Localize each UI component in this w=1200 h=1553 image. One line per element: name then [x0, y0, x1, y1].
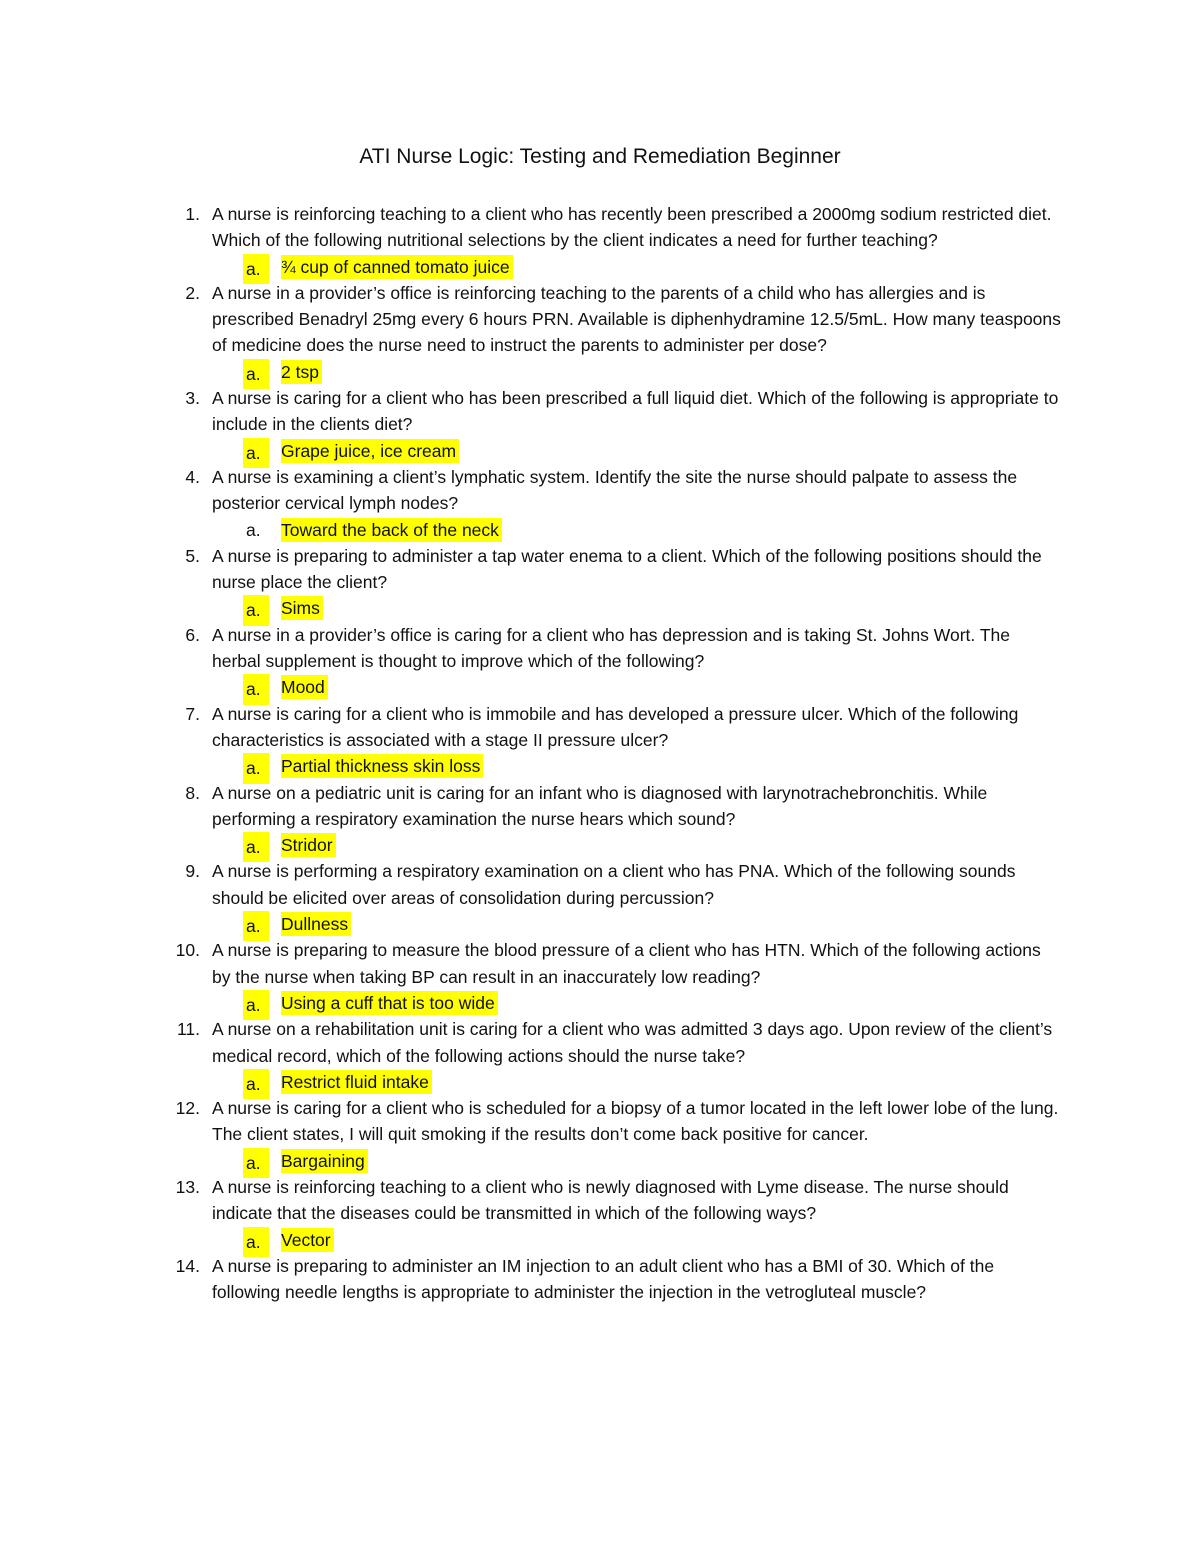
- answer-letter: a.: [243, 911, 269, 941]
- question-text: A nurse is reinforcing teaching to a client who has recently been prescribed a 2000mg sodium restricted diet. Which of the following nutritional selections by the client indicates a need for further teaching?: [212, 204, 1052, 251]
- question-list: [0, 201, 1200, 1305]
- answer-item: [0, 595, 1200, 621]
- answer-letter: a.: [243, 753, 269, 783]
- answer-item: [0, 517, 1200, 543]
- highlighted-answer: Dullness: [281, 912, 351, 936]
- highlighted-answer: 2 tsp: [281, 360, 322, 384]
- answer-item: [0, 254, 1200, 280]
- question-text: A nurse is reinforcing teaching to a client who is newly diagnosed with Lyme disease. The nurse should indicate that the diseases could be transmitted in which of the following ways?: [212, 1176, 1009, 1224]
- answer-letter: a.: [243, 254, 269, 284]
- highlighted-answer: Restrict fluid intake: [281, 1070, 432, 1094]
- answer-item: [0, 1227, 1200, 1253]
- answer-letter: a.: [243, 990, 269, 1020]
- highlighted-answer: Partial thickness skin loss: [281, 754, 483, 778]
- answer-letter: a.: [243, 359, 269, 389]
- question-item: [0, 543, 1062, 596]
- question-item: [0, 201, 1062, 254]
- question-text: A nurse is performing a respiratory examination on a client who has PNA. Which of the following sounds should be elicited over areas of consolidation during percussion?: [212, 861, 1016, 908]
- question-text: A nurse is preparing to measure the blood pressure of a client who has HTN. Which of the following actions by the nurse when taking BP can result in an inaccurately low reading?: [212, 940, 1041, 987]
- highlighted-answer: Mood: [281, 675, 328, 699]
- answer-letter: a.: [243, 1069, 269, 1099]
- question-text: A nurse is preparing to administer an IM injection to an adult client who has a BMI of 30. Which of the following needle lengths is appropriate to administer the injection in the vetrogluteal muscle?: [212, 1255, 995, 1303]
- answer-item: [0, 753, 1200, 779]
- question-number: 4.: [185, 466, 200, 487]
- answer-item: [0, 911, 1200, 937]
- answer-letter: a.: [243, 1227, 269, 1257]
- question-number: 9.: [185, 861, 200, 882]
- answer-item: [0, 674, 1200, 700]
- question-number: 10.: [175, 940, 200, 961]
- question-text: A nurse on a rehabilitation unit is caring for a client who was admitted 3 days ago. Upon review of the client’s medical record, which of the following actions should the nurse take?: [212, 1019, 1053, 1066]
- question-item: [0, 1095, 1062, 1148]
- answer-letter: a.: [246, 519, 261, 540]
- question-item: [0, 622, 1062, 675]
- highlighted-answer: ¾ cup of canned tomato juice: [281, 255, 513, 279]
- question-item: [0, 937, 1062, 990]
- answer-letter: a.: [243, 438, 269, 468]
- highlighted-answer: Grape juice, ice cream: [281, 439, 459, 463]
- highlighted-answer: Using a cuff that is too wide: [281, 991, 498, 1015]
- question-number: 3.: [185, 388, 200, 409]
- question-text: A nurse is caring for a client who has been prescribed a full liquid diet. Which of the following is appropriate to include in the clients diet?: [212, 388, 1059, 435]
- answer-item: [0, 832, 1200, 858]
- question-number: 12.: [175, 1098, 200, 1119]
- question-item: [0, 1174, 1062, 1227]
- answer-letter: a.: [243, 1148, 269, 1178]
- answer-letter: a.: [243, 674, 269, 704]
- question-text: A nurse is caring for a client who is scheduled for a biopsy of a tumor located in the left lower lobe of the lung. The client states, I will quit smoking if the results don’t come back positive for cancer.: [212, 1098, 1059, 1145]
- question-item: [0, 858, 1062, 911]
- answer-letter: a.: [243, 832, 269, 862]
- question-item: [0, 280, 1062, 359]
- question-item: [0, 1253, 1062, 1306]
- question-text: A nurse in a provider’s office is caring for a client who has depression and is taking St. Johns Wort. The herbal supplement is thought to improve which of the following?: [212, 624, 1010, 672]
- question-number: 1.: [185, 204, 200, 224]
- question-number: 5.: [185, 545, 200, 566]
- highlighted-answer: Vector: [281, 1228, 334, 1252]
- question-item: [0, 701, 1062, 754]
- answer-item: [0, 1148, 1200, 1174]
- question-item: [0, 780, 1062, 833]
- page-title: ATI Nurse Logic: Testing and Remediation Beginner: [359, 145, 841, 168]
- question-text: A nurse is preparing to administer a tap water enema to a client. Which of the following positions should the nurse place the client?: [212, 545, 1042, 593]
- question-item: [0, 464, 1062, 517]
- highlighted-answer: Sims: [281, 596, 323, 620]
- highlighted-answer: Stridor: [281, 833, 336, 857]
- question-item: [0, 385, 1062, 438]
- question-number: 2.: [185, 282, 200, 303]
- question-number: 14.: [175, 1255, 200, 1276]
- question-text: A nurse in a provider’s office is reinforcing teaching to the parents of a child who has allergies and is prescribed Benadryl 25mg every 6 hours PRN. Available is diphenhydramine 12.5/5mL. How many teaspoons of medicine does the nurse need to instruct the parents to administer per dose?: [212, 282, 1061, 356]
- question-text: A nurse is caring for a client who is immobile and has developed a pressure ulcer. Which of the following characteristics is associated with a stage II pressure ulcer?: [212, 703, 1019, 750]
- highlighted-answer: Toward the back of the neck: [281, 518, 502, 542]
- answer-item: [0, 359, 1200, 385]
- question-number: 7.: [185, 703, 200, 724]
- question-text: A nurse on a pediatric unit is caring for an infant who is diagnosed with larynotrachebronchitis. While performing a respiratory examination the nurse hears which sound?: [212, 782, 988, 829]
- answer-item: [0, 438, 1200, 464]
- answer-item: [0, 1069, 1200, 1095]
- question-number: 13.: [175, 1176, 200, 1197]
- answer-letter: a.: [243, 595, 269, 625]
- question-item: [0, 1016, 1062, 1069]
- question-number: 11.: [176, 1019, 200, 1040]
- highlighted-answer: Bargaining: [281, 1149, 368, 1173]
- question-number: 8.: [185, 782, 200, 803]
- question-number: 6.: [185, 624, 200, 645]
- answer-item: [0, 990, 1200, 1016]
- question-text: A nurse is examining a client’s lymphatic system. Identify the site the nurse should palpate to assess the posterior cervical lymph nodes?: [212, 466, 1018, 514]
